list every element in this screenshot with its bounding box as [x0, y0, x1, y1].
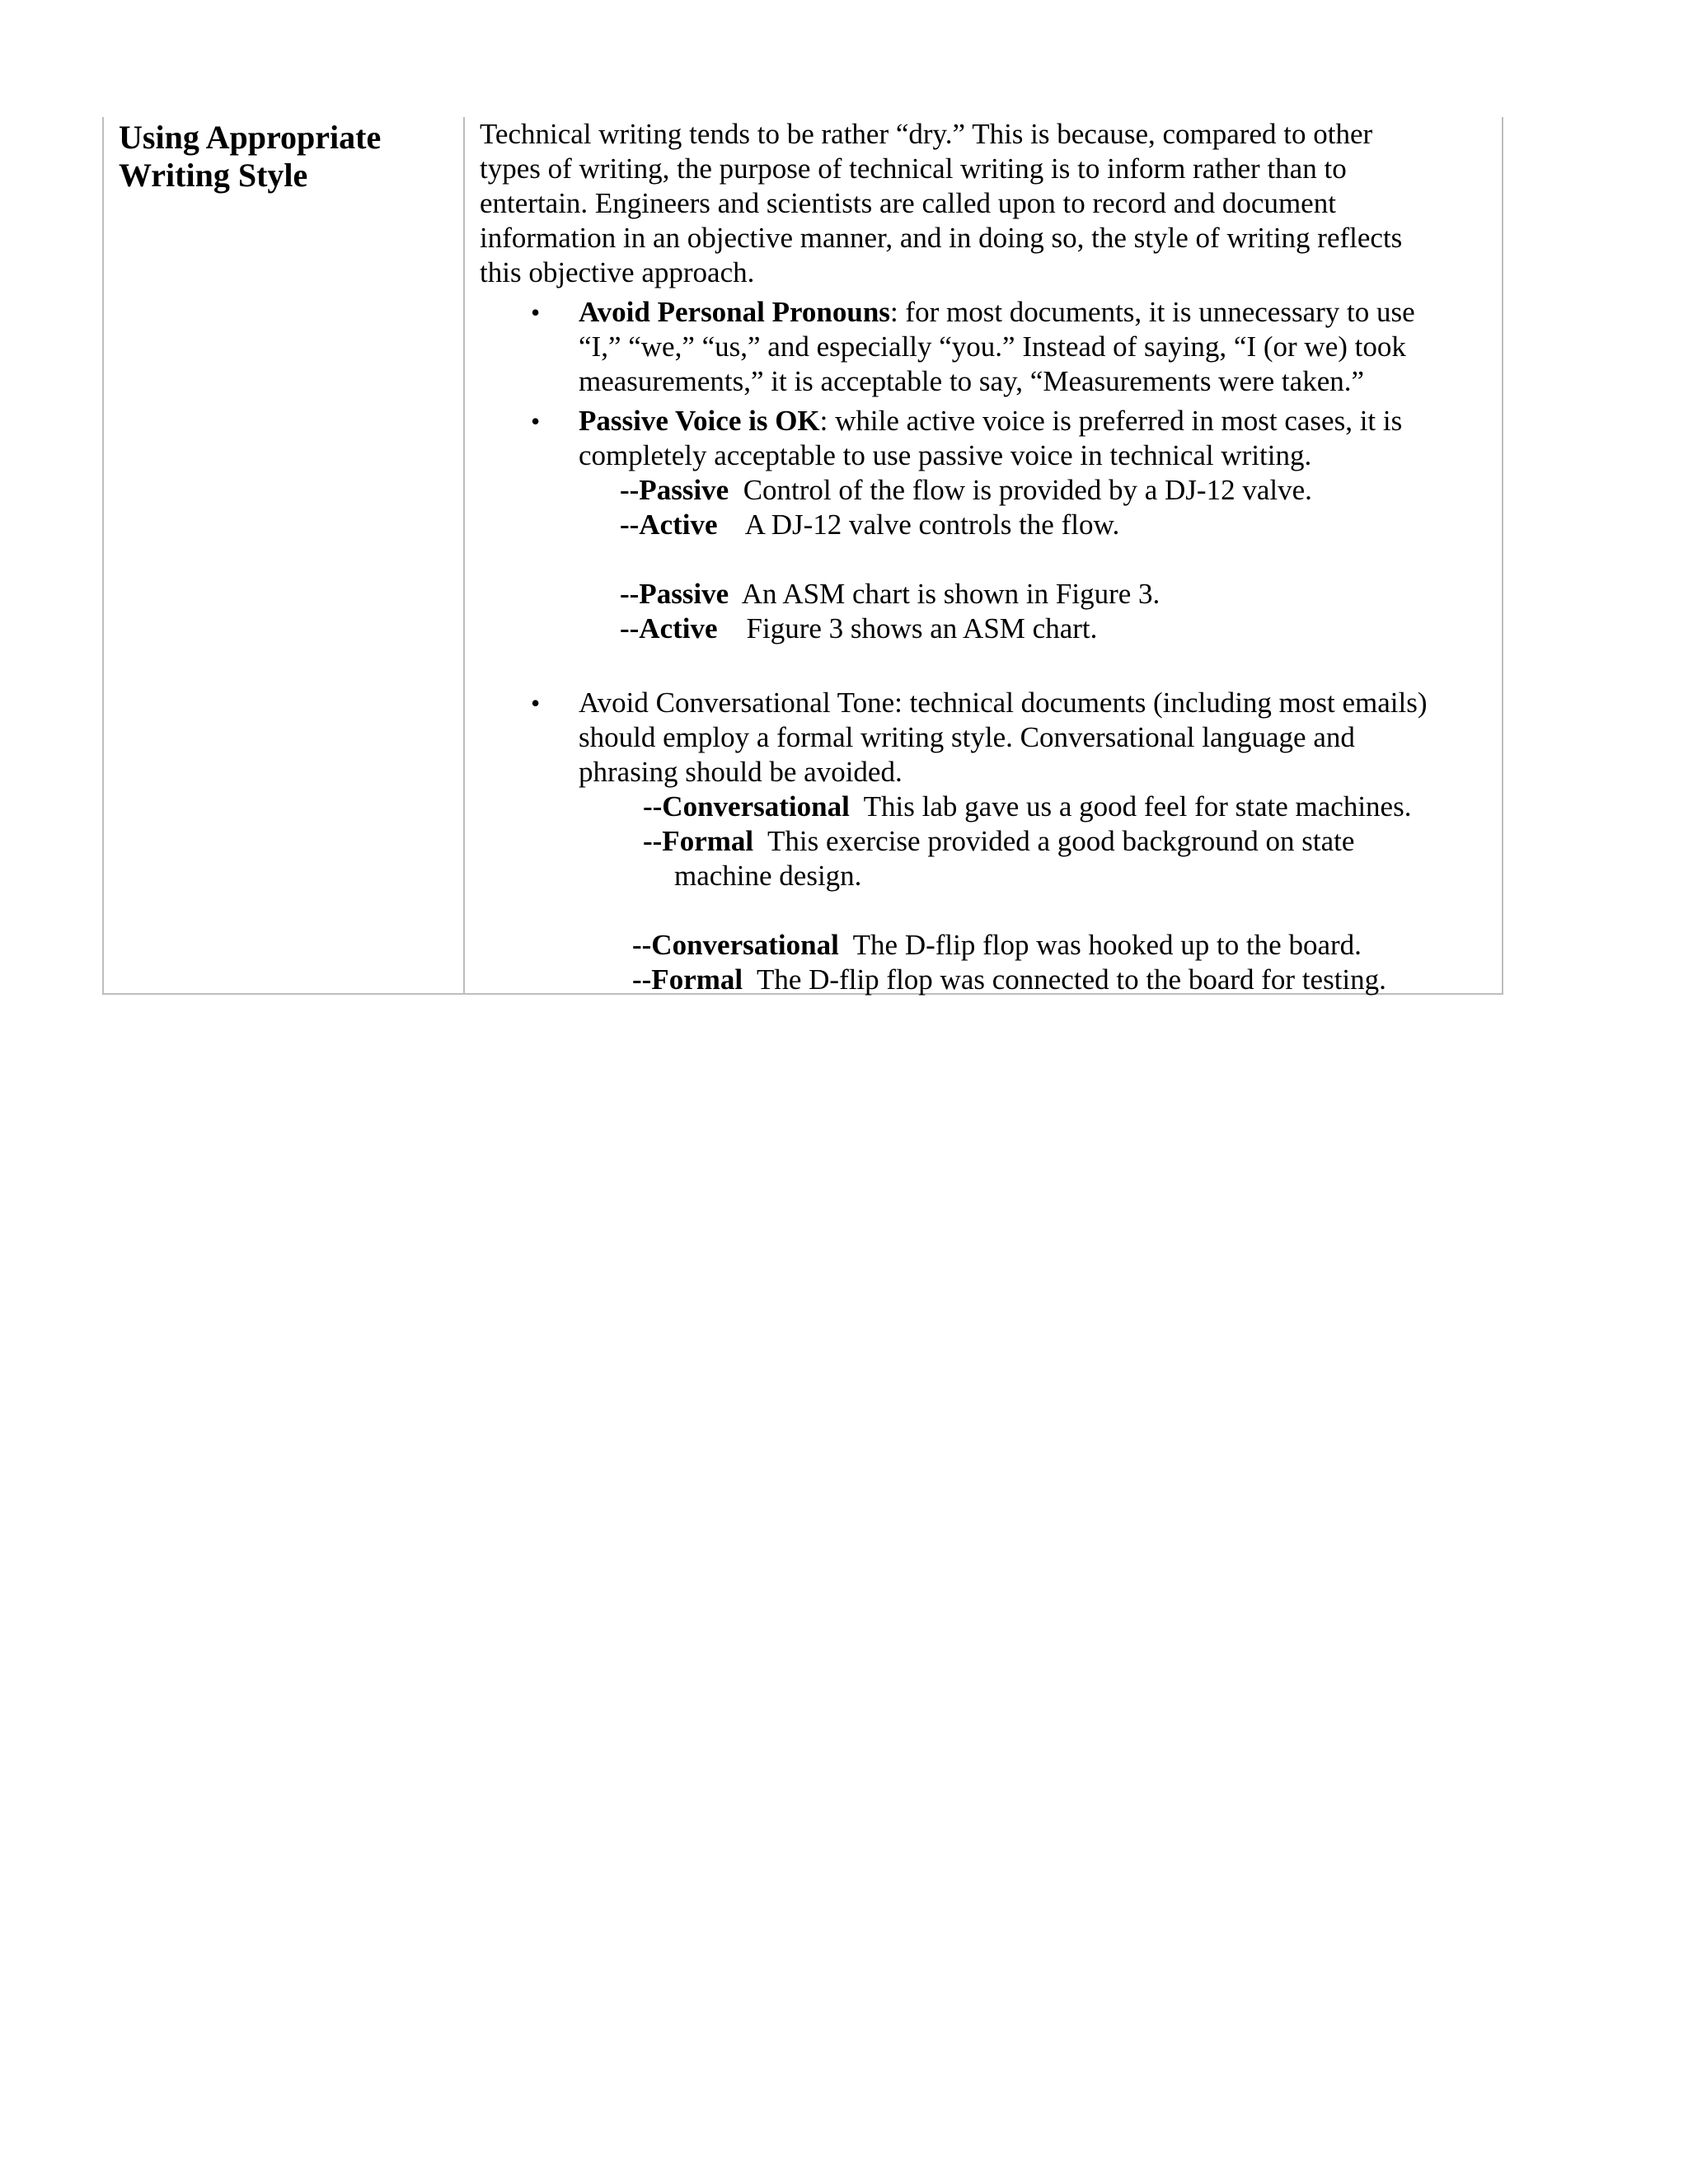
- bullet-line: completely acceptable to use passive voice in technical writing.: [579, 439, 1312, 471]
- section-heading-line-1: Using Appropriate: [119, 119, 382, 156]
- intro-line: types of writing, the purpose of technical writing is to inform rather than to: [480, 152, 1347, 185]
- example-label: --Conversational: [632, 929, 839, 961]
- spacer: [480, 893, 1493, 928]
- bullet-line: should employ a formal writing style. Conversational language and: [579, 721, 1355, 753]
- tone-example: [480, 790, 1493, 824]
- example-label: --Active: [620, 612, 718, 644]
- intro-line: information in an objective manner, and in doing so, the style of writing reflects: [480, 222, 1403, 254]
- intro-line: Technical writing tends to be rather “dry.” This is because, compared to other: [480, 118, 1373, 150]
- bullet-lead: Avoid Personal Pronouns: [579, 296, 890, 328]
- tone-example: [480, 824, 1493, 859]
- bullet-text: : for most documents, it is unnecessary to use: [889, 296, 1415, 328]
- voice-example: [480, 577, 1493, 612]
- bullet-line: [579, 404, 1493, 438]
- example-label: --Formal: [632, 963, 743, 996]
- voice-example: [480, 612, 1493, 646]
- column-divider: [463, 117, 465, 993]
- bullet-conversational-tone: [480, 686, 1493, 790]
- intro-line: this objective approach.: [480, 256, 755, 288]
- spacer: [480, 646, 1493, 681]
- example-label: --Passive: [620, 578, 729, 610]
- section-heading-line-2: Writing Style: [119, 157, 308, 194]
- section-heading-cell: [119, 119, 448, 194]
- bullet-personal-pronouns: [480, 295, 1493, 399]
- example-text: A DJ-12 valve controls the flow.: [717, 509, 1120, 541]
- bullet-line: [579, 295, 1493, 330]
- example-label: --Formal: [643, 825, 754, 857]
- example-text: Control of the flow is provided by a DJ-12 valve.: [729, 474, 1312, 506]
- example-text: Figure 3 shows an ASM chart.: [717, 612, 1098, 644]
- bullet-line: phrasing should be avoided.: [579, 756, 903, 788]
- example-text: An ASM chart is shown in Figure 3.: [729, 578, 1160, 610]
- example-text: The D-flip flop was connected to the board for testing.: [743, 963, 1386, 996]
- intro-line: entertain. Engineers and scientists are called upon to record and document: [480, 187, 1336, 219]
- tone-example: [480, 963, 1493, 997]
- bullet-lead: Passive Voice is OK: [579, 405, 820, 437]
- bullet-icon: •: [531, 688, 541, 718]
- example-label: --Passive: [620, 474, 729, 506]
- tone-example-continuation: machine design.: [674, 860, 862, 892]
- bullet-line: measurements,” it is acceptable to say, “Measurements were taken.”: [579, 365, 1365, 397]
- example-label: --Active: [620, 509, 718, 541]
- intro-paragraph: [480, 117, 1493, 290]
- example-text: This lab gave us a good feel for state machines.: [849, 790, 1412, 823]
- bullet-icon: •: [531, 406, 541, 436]
- bullet-line: Avoid Conversational Tone: technical documents (including most emails): [579, 687, 1428, 719]
- voice-example: [480, 508, 1493, 542]
- tone-example: [480, 928, 1493, 963]
- section-body-cell: [480, 117, 1493, 997]
- spacer: [480, 542, 1493, 577]
- voice-example: [480, 473, 1493, 508]
- example-text: This exercise provided a good background on state: [753, 825, 1355, 857]
- bullet-icon: •: [531, 298, 541, 327]
- bullet-line: “I,” “we,” “us,” and especially “you.” Instead of saying, “I (or we) took: [579, 330, 1406, 363]
- content-table: [102, 117, 1503, 995]
- bullet-text: : while active voice is preferred in most cases, it is: [819, 405, 1403, 437]
- example-text: The D-flip flop was hooked up to the board.: [838, 929, 1362, 961]
- bullet-passive-voice: [480, 404, 1493, 473]
- example-label: --Conversational: [643, 790, 850, 823]
